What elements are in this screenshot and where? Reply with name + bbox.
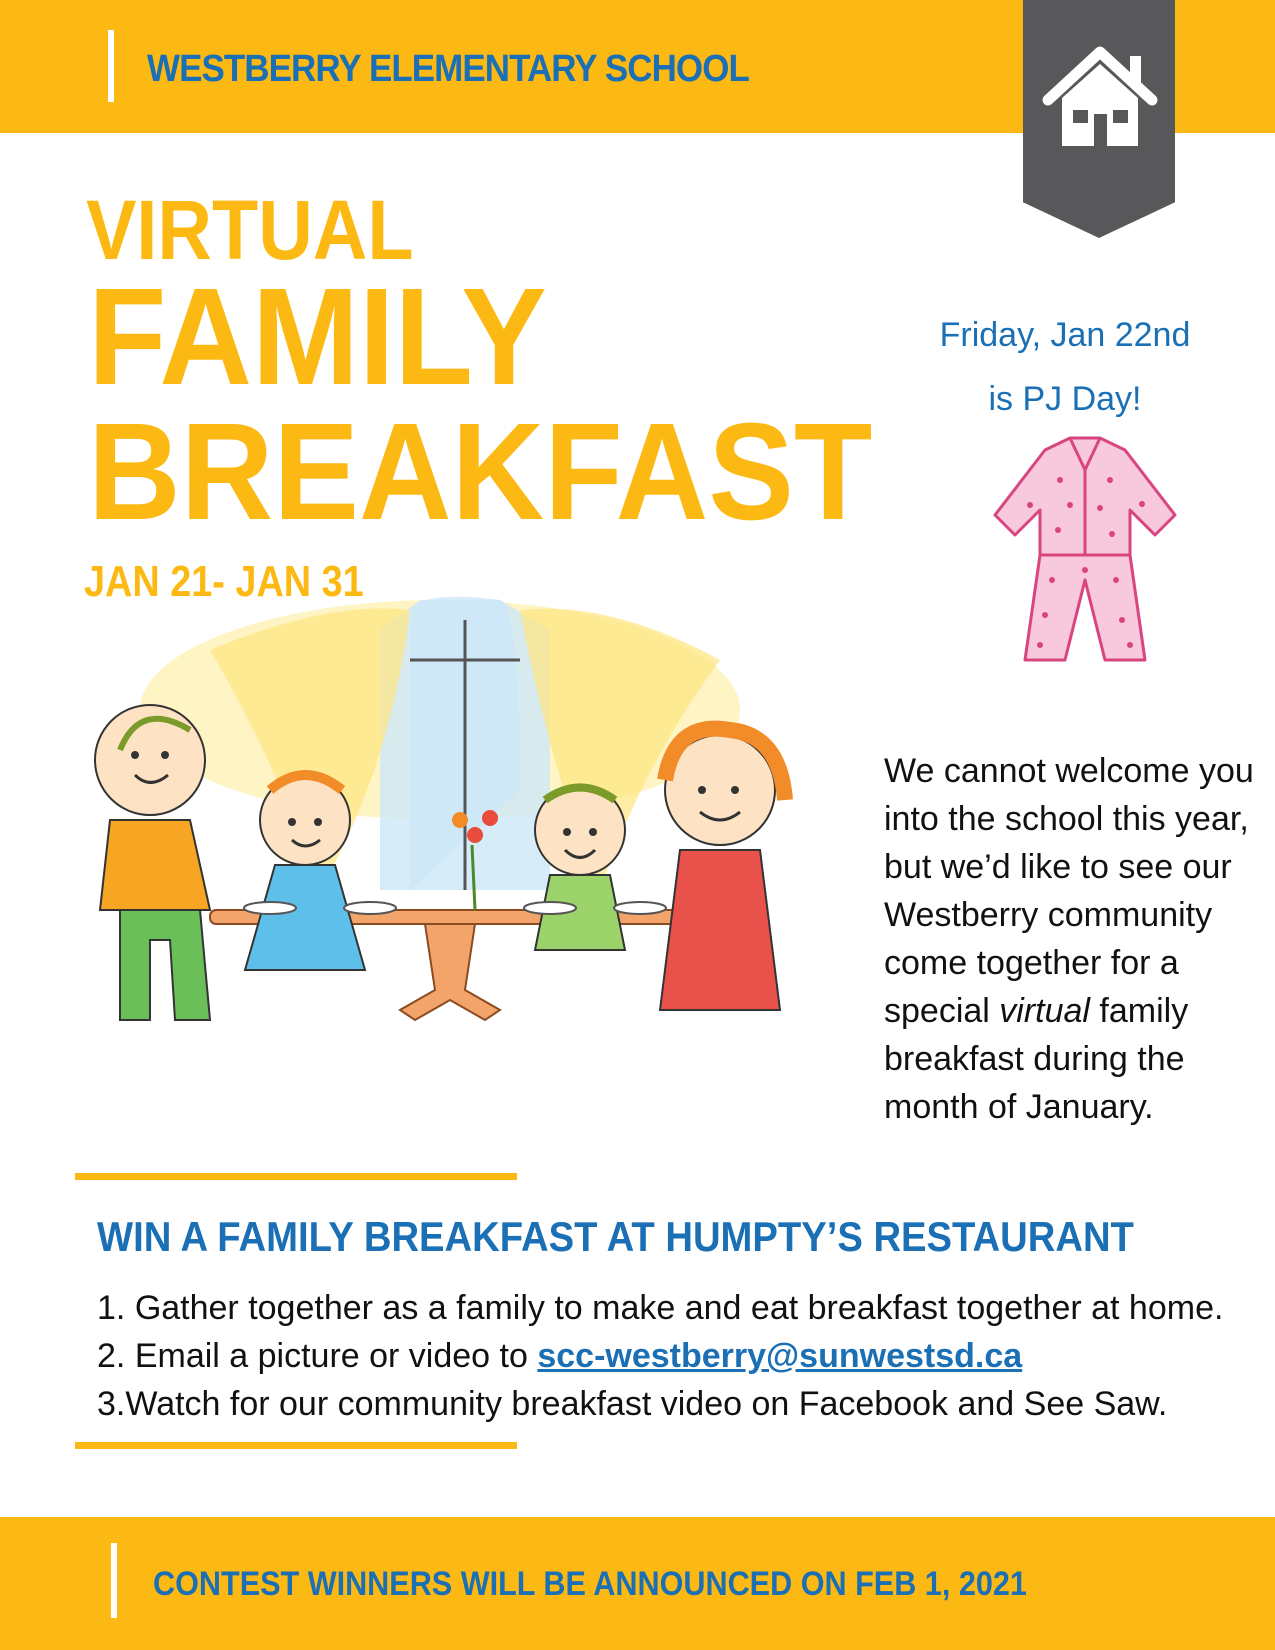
step-item (97, 1380, 1223, 1428)
step-item (97, 1332, 1223, 1380)
contest-heading: WIN A FAMILY BREAKFAST AT HUMPTY’S RESTAURANT (97, 1213, 1134, 1260)
step-text: Watch for our community breakfast video on Facebook and See Saw. (125, 1385, 1168, 1423)
header-divider (108, 30, 114, 102)
intro-text-emphasis: virtual (999, 992, 1090, 1030)
title-virtual: VIRTUAL (86, 183, 414, 277)
event-dates: JAN 21- JAN 31 (84, 557, 364, 606)
pj-day-label: is PJ Day! (988, 380, 1142, 418)
pj-day-date: Friday, Jan 22nd (939, 316, 1191, 354)
family-breakfast-illustration (80, 590, 830, 1095)
footer-divider (111, 1543, 117, 1618)
school-name: WESTBERRY ELEMENTARY SCHOOL (147, 48, 749, 90)
step-text: Email a picture or video to (134, 1337, 538, 1375)
divider-top (75, 1173, 517, 1180)
step-number: 1. (97, 1289, 135, 1327)
contest-steps (97, 1284, 1223, 1428)
footer-announcement: CONTEST WINNERS WILL BE ANNOUNCED ON FEB 1, 2021 (153, 1565, 1027, 1603)
title-family: FAMILY (88, 260, 547, 414)
email-link[interactable]: scc-westberry@sunwestsd.ca (537, 1337, 1023, 1375)
step-item (97, 1284, 1223, 1332)
intro-text-end: family breakfast during the month of January. (884, 992, 1189, 1126)
pajamas-illustration (970, 430, 1200, 680)
house-icon[interactable] (1040, 42, 1160, 152)
title-breakfast: BREAKFAST (88, 395, 873, 549)
divider-bottom (75, 1442, 517, 1449)
step-text: Gather together as a family to make and eat breakfast together at home. (134, 1289, 1224, 1327)
intro-text-start: We cannot welcome you into the school this year, but we’d like to see our Westberry community come together for a special (884, 752, 1254, 1030)
intro-paragraph (884, 747, 1264, 1131)
step-number: 3. (97, 1385, 126, 1423)
step-number: 2. (97, 1337, 135, 1375)
